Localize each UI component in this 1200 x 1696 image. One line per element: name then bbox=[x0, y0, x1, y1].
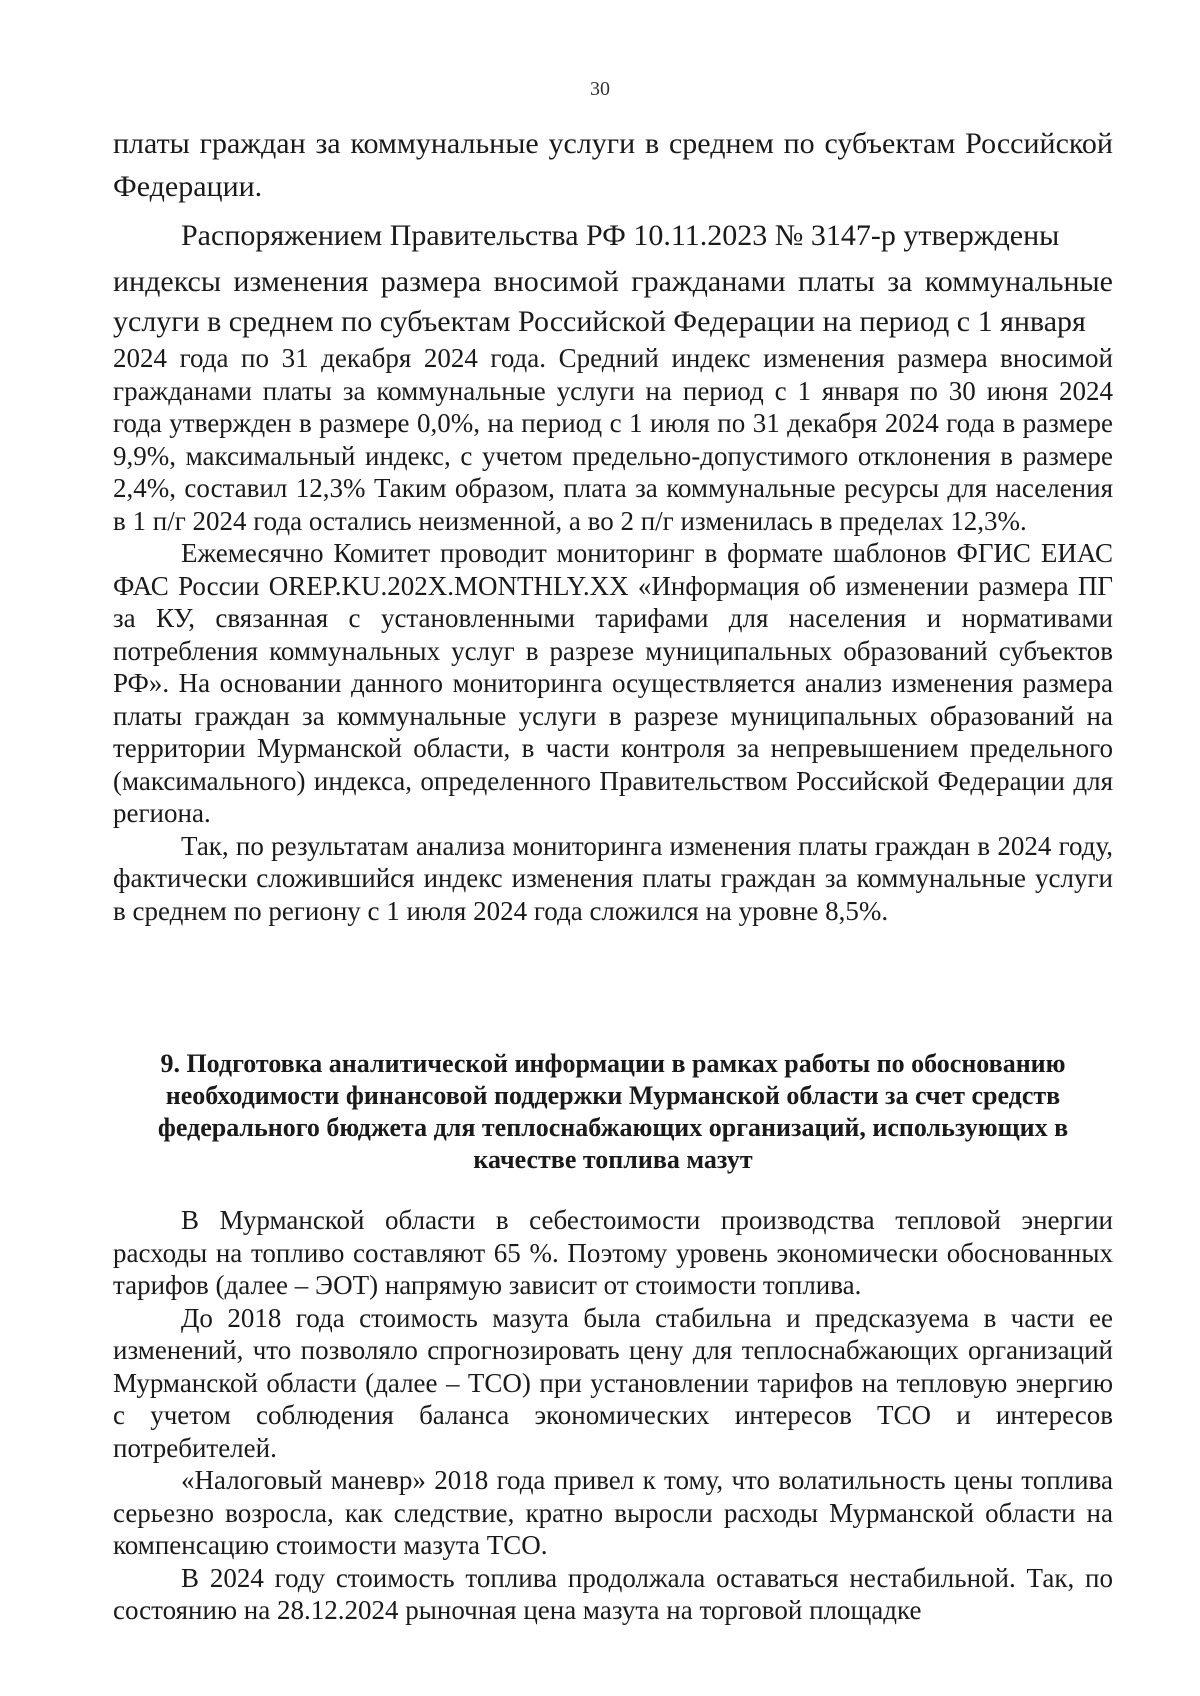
paragraph-results: Так, по результатам анализа мониторинга изменения платы граждан в 2024 году, фактически сложившийся индекс изменения платы граждан за коммунальные услуги в среднем по региону с 1 июля 2024 года сложился на уровне 8,5%. bbox=[113, 830, 1113, 926]
paragraph-ordinance-continuation-large: индексы изменения размера вносимой гражданами платы за коммунальные услуги в среднем по субъектам Российской Федерации на период с 1 января bbox=[113, 265, 1113, 338]
section-heading: 9. Подготовка аналитической информации в рамках работы по обоснованию необходимости финансовой поддержки Мурманской области за счет средств федерального бюджета для теплоснабжающих организаций, использующих в качестве топлива мазут bbox=[157, 1049, 1069, 1174]
paragraph-carryover: платы граждан за коммунальные услуги в среднем по субъектам Российской Федерации. bbox=[113, 127, 1113, 203]
body-text-block-2 bbox=[113, 1204, 1113, 1627]
paragraph-tax-maneuver: «Налоговый маневр» 2018 года привел к тому, что волатильность цены топлива серьезно возросла, как следствие, кратно выросли расходы Мурманской области на компенсацию стоимости мазута ТСО. bbox=[113, 1465, 1113, 1560]
body-text-block-1 bbox=[113, 262, 1113, 927]
page-top-text bbox=[113, 122, 1113, 271]
paragraph-ordinance-start: Распоряжением Правительства РФ 10.11.2023 № 3147-р утверждены bbox=[181, 219, 1060, 252]
paragraph-2024: В 2024 году стоимость топлива продолжала оставаться нестабильной. Так, по состоянию на 28.12.2024 рыночная цена мазута на торговой площадке bbox=[113, 1562, 1113, 1625]
paragraph-monitoring: Ежемесячно Комитет проводит мониторинг в формате шаблонов ФГИС ЕИАС ФАС России OREP.KU.202X.MONTHLY.XX «Информация об изменении размера ПГ за КУ, связанная с установленными тарифами для населения и нормативами потребления коммунальных услуг в разрезе муниципальных образований субъектов РФ». На основании данного мониторинга осуществляется анализ изменения размера платы граждан за коммунальные услуги в разрезе муниципальных образований на территории Мурманской области, в части контроля за непревышением предельного (максимального) индекса, определенного Правительством Российской Федерации для региона. bbox=[113, 538, 1113, 828]
paragraph-before-2018: До 2018 года стоимость мазута была стабильна и предсказуема в части ее изменений, что позволяло спрогнозировать цену для теплоснабжающих организаций Мурманской области (далее – ТСО) при установлении тарифов на тепловую энергию с учетом соблюдения баланса экономических интересов ТСО и интересов потребителей. bbox=[113, 1302, 1113, 1463]
paragraph-fuel-share: В Мурманской области в себестоимости производства тепловой энергии расходы на топливо составляют 65 %. Поэтому уровень экономически обоснованных тарифов (далее – ЭОТ) напрямую зависит от стоимости топлива. bbox=[113, 1205, 1113, 1300]
page-number: 30 bbox=[590, 78, 610, 100]
paragraph-ordinance-continuation: 2024 года по 31 декабря 2024 года. Средний индекс изменения размера вносимой гражданами платы за коммунальные услуги на период с 1 января по 30 июня 2024 года утвержден в размере 0,0%, на период с 1 июля по 31 декабря 2024 года в размере 9,9%, максимальный индекс, с учетом предельно-допустимого отклонения в размере 2,4%, составил 12,3% Таким образом, плата за коммунальные ресурсы для населения в 1 п/г 2024 года остались неизменной, а во 2 п/г изменилась в пределах 12,3%. bbox=[113, 343, 1113, 536]
